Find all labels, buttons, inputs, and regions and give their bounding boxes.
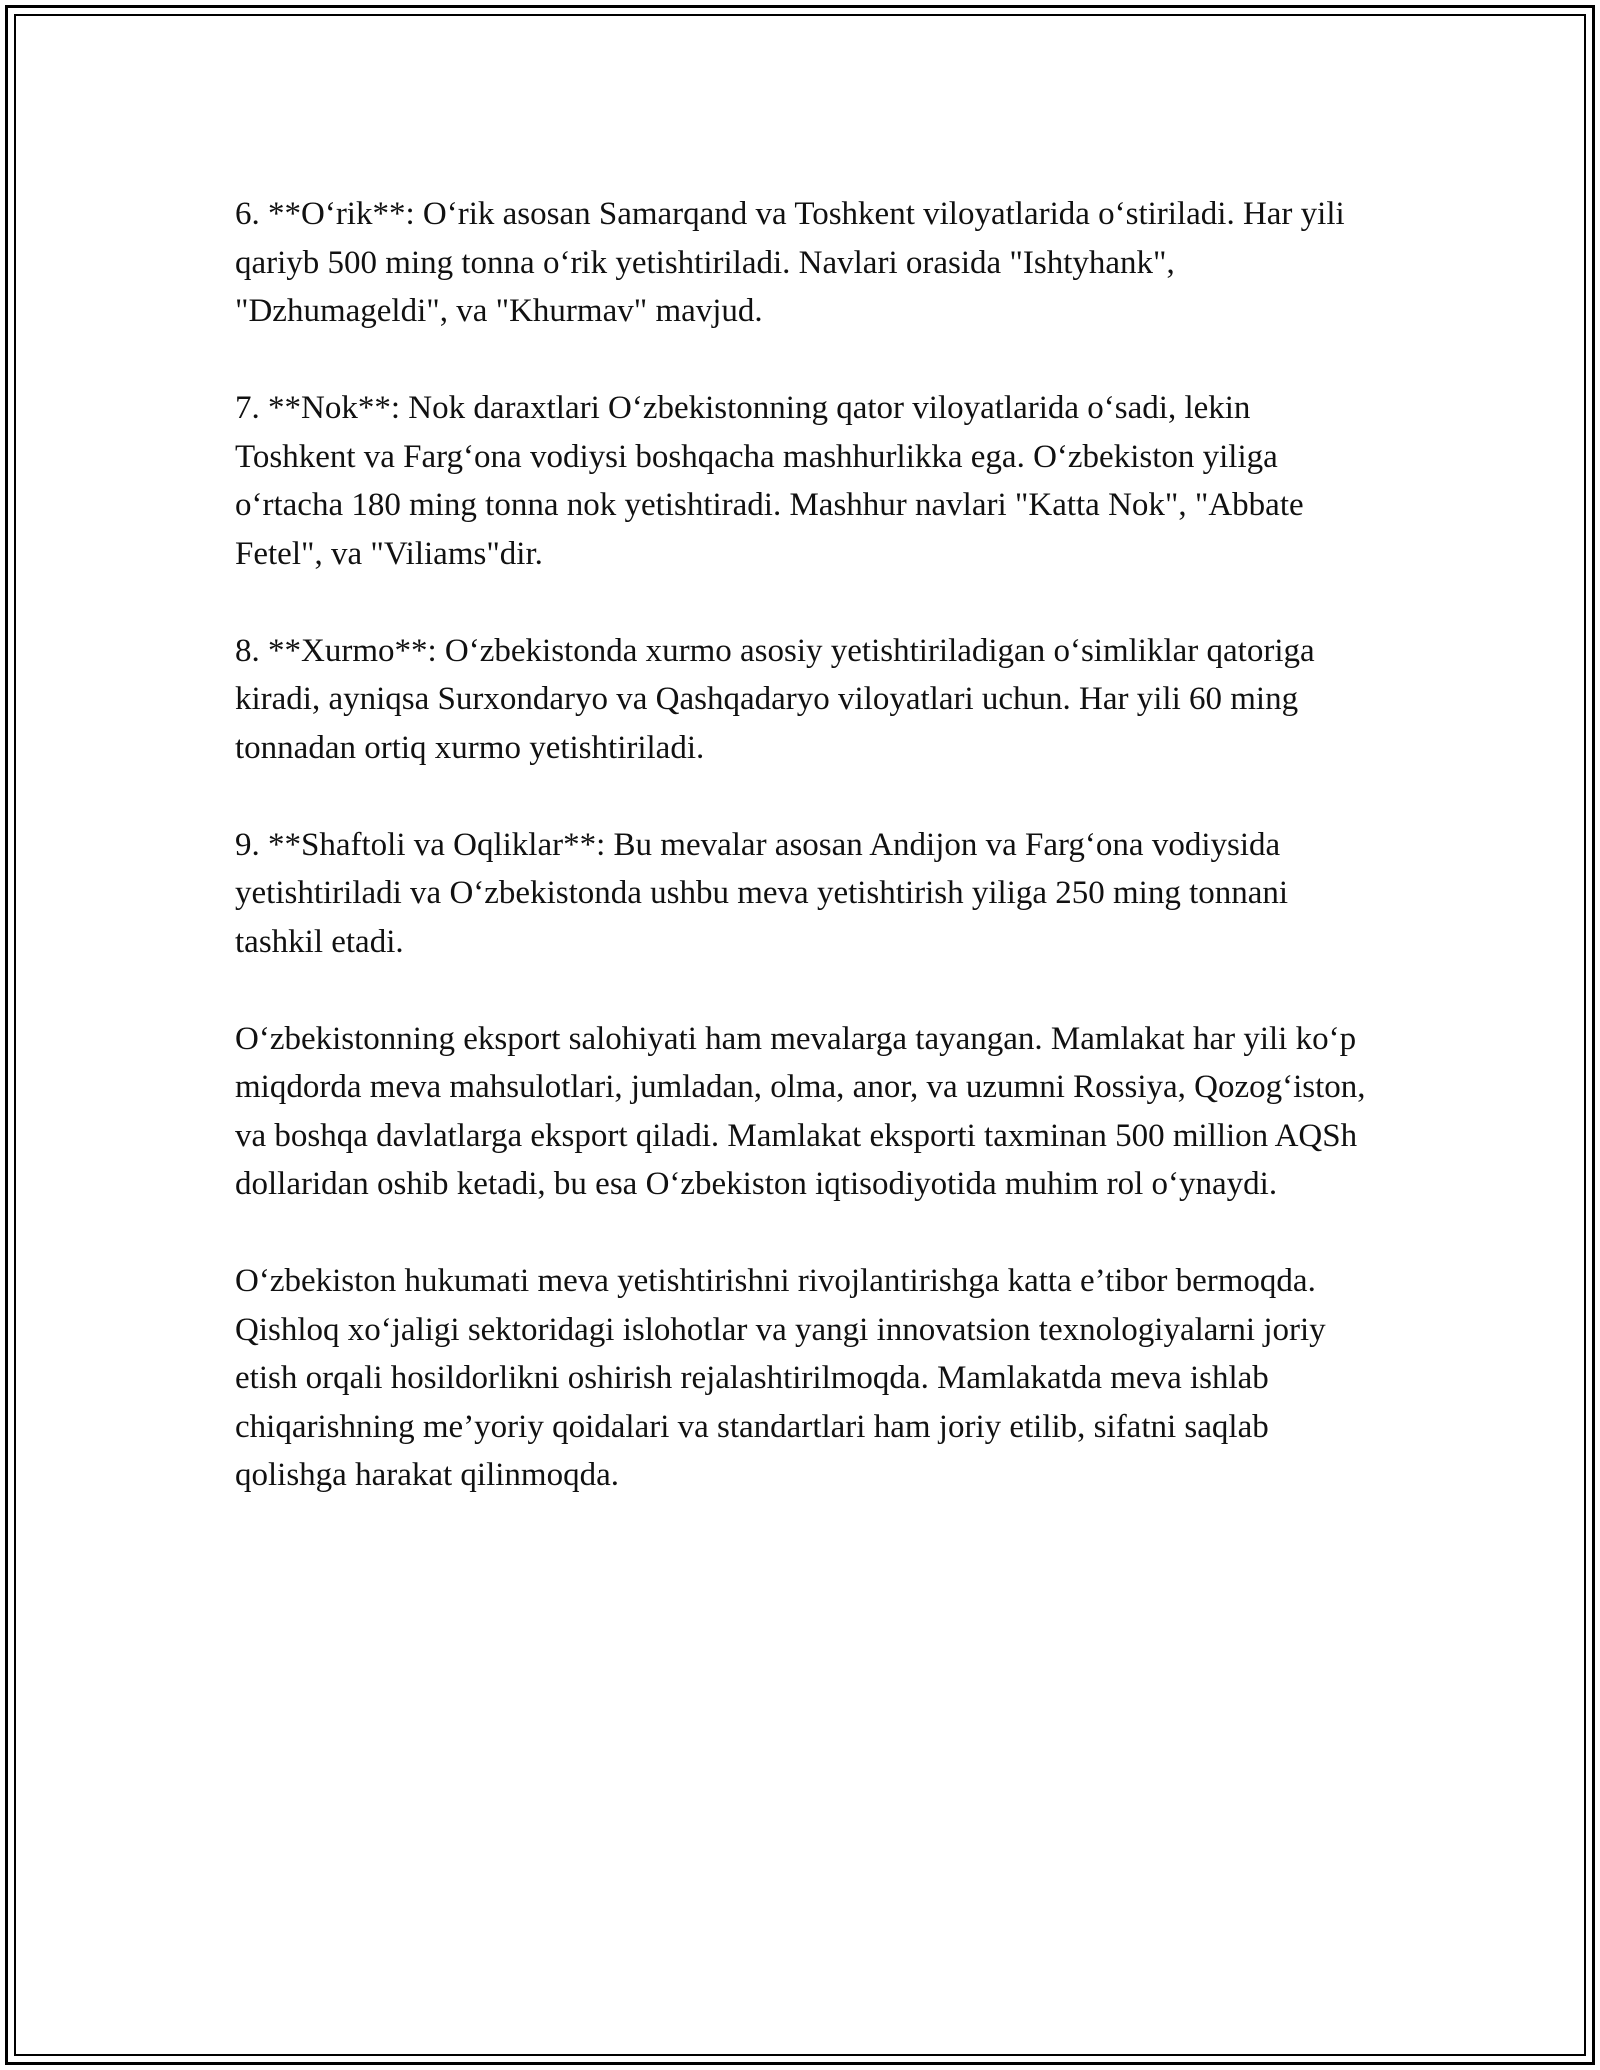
document-body [235, 190, 1375, 1500]
paragraph-eksport: O‘zbekistonning eksport salohiyati ham mevalarga tayangan. Mamlakat har yili ko‘p miqdorda meva mahsulotlari, jumladan, olma, anor, va uzumni Rossiya, Qozog‘iston, va boshqa davlatlarga eksport qiladi. Mamlakat eksporti taxminan 500 million AQSh dollaridan oshib ketadi, bu esa O‘zbekiston iqtisodiyotida muhim rol o‘ynaydi. [235, 1020, 1366, 1202]
paragraph-shaftoli: 9. **Shaftoli va Oqliklar**: Bu mevalar asosan Andijon va Farg‘ona vodiysida yetishtiriladi va O‘zbekistonda ushbu meva yetishtirish yiliga 250 ming tonnani tashkil etadi. [235, 826, 1289, 960]
paragraph-orik: 6. **O‘rik**: O‘rik asosan Samarqand va Toshkent viloyatlarida o‘stiriladi. Har yili qariyb 500 ming tonna o‘rik yetishtiriladi. Navlari orasida "Ishtyhank", "Dzhumageldi", va "Khurmav" mavjud. [235, 196, 1345, 329]
paragraph-hukumat: O‘zbekiston hukumati meva yetishtirishni rivojlantirishga katta e’tibor bermoqda. Qishloq xo‘jaligi sektoridagi islohotlar va yangi innovatsion texnologiyalarni joriy etish orqali hosildorlikni oshirish rejalashtirilmoqda. Mamlakatda meva ishlab chiqarishning me’yoriy qoidalari va standartlari ham joriy etilib, sifatni saqlab qolishga harakat qilinmoqda. [235, 1263, 1326, 1493]
paragraph-nok: 7. **Nok**: Nok daraxtlari O‘zbekistonning qator viloyatlarida o‘sadi, lekin Toshkent va Farg‘ona vodiysi boshqacha mashhurlikka ega. O‘zbekiston yiliga o‘rtacha 180 ming tonna nok yetishtiradi. Mashhur navlari "Katta Nok", "Abbate Fetel", va "Viliams"dir. [235, 390, 1304, 572]
paragraph-xurmo: 8. **Xurmo**: O‘zbekistonda xurmo asosiy yetishtiriladigan o‘simliklar qatoriga kiradi, ayniqsa Surxondaryo va Qashqadaryo viloyatlari uchun. Har yili 60 ming tonnadan ortiq xurmo yetishtiriladi. [235, 632, 1315, 766]
